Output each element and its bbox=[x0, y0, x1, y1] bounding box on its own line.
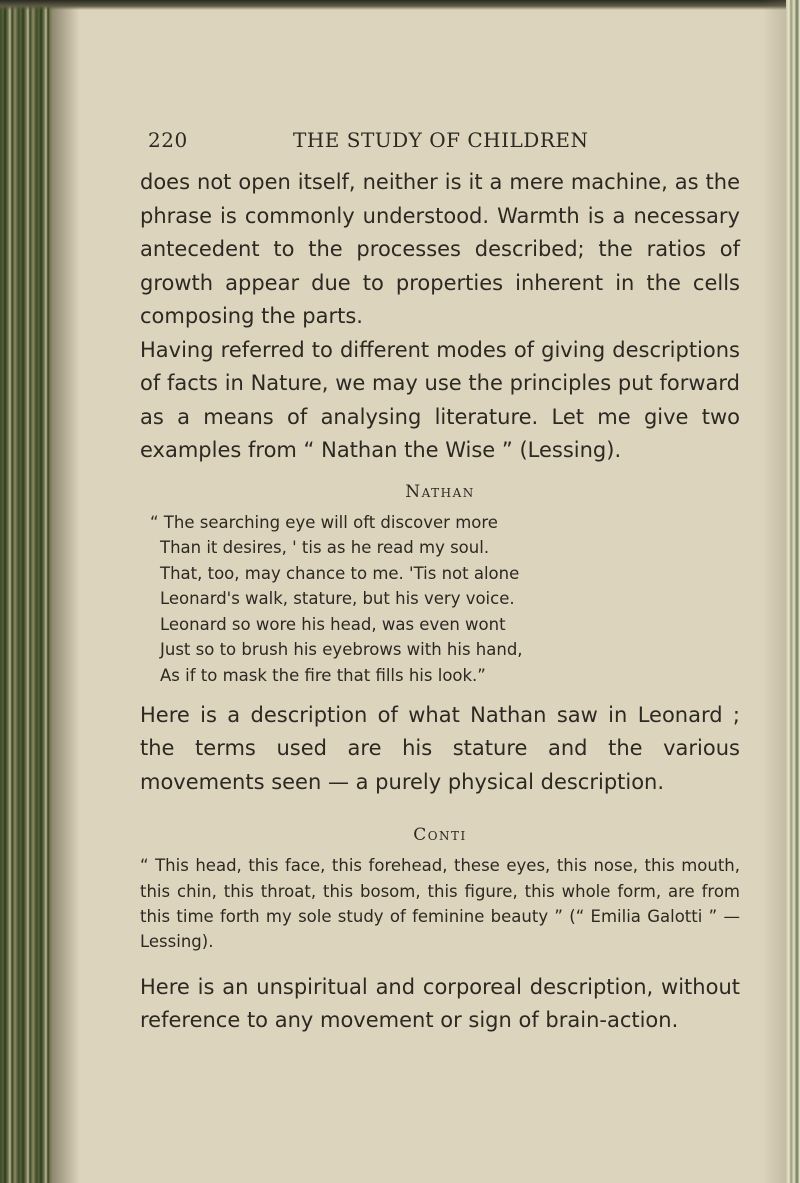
conti-quote: “ This head, this face, this forehead, these eyes, this nose, this mouth, this chin, this throat, this bosom, this figure, this whole form, are from this time forth my sole study of feminine beauty ” (“ Emilia Galotti ” — Lessing). bbox=[140, 856, 740, 952]
gutter-shadow bbox=[52, 0, 80, 1183]
nathan-commentary: Here is a description of what Nathan saw in Leonard ; the terms used are his stature and the various movements seen — a purely physical description. bbox=[140, 702, 740, 794]
quote-line: Leonard's walk, stature, but his very voice. bbox=[160, 589, 515, 609]
right-page-shadow bbox=[762, 0, 786, 1183]
conti-heading: Conti bbox=[413, 825, 467, 846]
book-binding-edge bbox=[0, 0, 52, 1183]
nathan-heading: Nathan bbox=[405, 481, 475, 502]
page-fore-edge bbox=[786, 0, 800, 1183]
running-head: THE STUDY OF CHILDREN bbox=[293, 128, 589, 152]
quote-line: That, too, may chance to me. 'Tis not alone bbox=[160, 563, 520, 583]
paragraph-2: Having referred to different modes of giving descriptions of facts in Nature, we may use the principles put forward as a means of analysing literature. Let me give two examples from “ Nathan the Wise ” (Lessing). bbox=[140, 337, 740, 462]
paragraph-1: does not open itself, neither is it a mere machine, as the phrase is commonly understood. Warmth is a necessary antecedent to the processes described; the ratios of growth appear due to properties inherent in the cells composing the parts. bbox=[140, 170, 740, 328]
nathan-quote bbox=[140, 510, 740, 689]
quote-line: “ The searching eye will oft discover more bbox=[150, 512, 498, 532]
conti-commentary: Here is an unspiritual and corporeal description, without reference to any movement or sign of brain-action. bbox=[140, 974, 740, 1033]
nathan-commentary-block bbox=[140, 699, 740, 800]
page-header bbox=[140, 118, 740, 158]
page-number: 220 bbox=[148, 128, 188, 152]
page-top-edge bbox=[0, 0, 800, 10]
book-page bbox=[140, 118, 740, 1038]
body-text bbox=[140, 166, 740, 468]
quote-line: Leonard so wore his head, was even wont bbox=[160, 614, 506, 634]
quote-line: Just so to brush his eyebrows with his hand, bbox=[160, 640, 523, 660]
quote-line: As if to mask the fire that fills his look.” bbox=[160, 666, 486, 686]
conti-commentary-block bbox=[140, 971, 740, 1038]
quote-line: Than it desires, ' tis as he read my soul. bbox=[160, 538, 490, 558]
